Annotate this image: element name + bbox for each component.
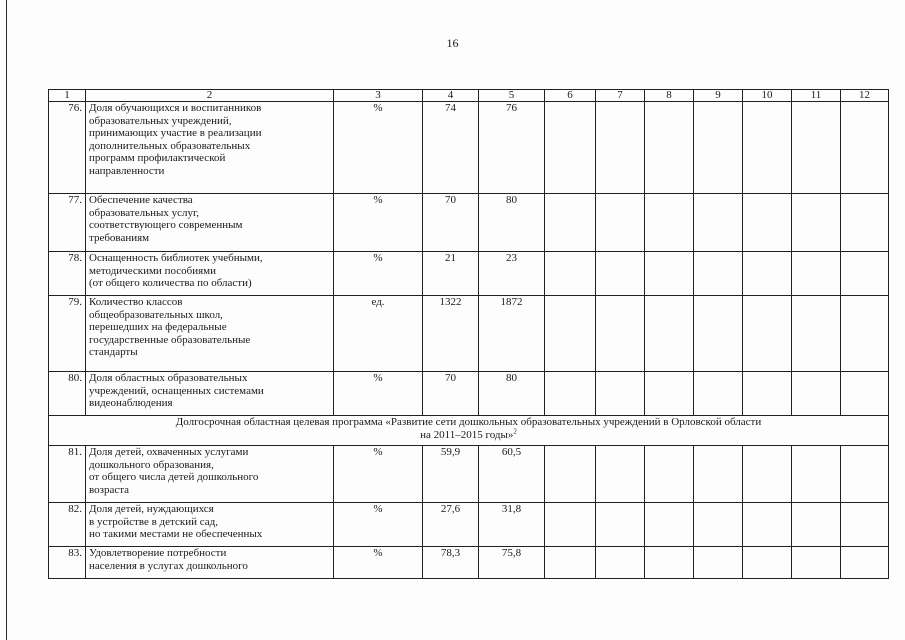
description-line: принимающих участие в реализации bbox=[89, 127, 262, 140]
description-line: образовательных услуг, bbox=[89, 206, 200, 219]
indicator-description bbox=[86, 194, 334, 252]
empty-cell bbox=[792, 372, 841, 416]
description-line: дополнительных образовательных bbox=[89, 139, 251, 152]
empty-cell bbox=[743, 446, 792, 503]
table-row bbox=[49, 446, 889, 503]
empty-cell bbox=[792, 194, 841, 252]
empty-cell bbox=[743, 503, 792, 547]
value-col4: 59,9 bbox=[423, 446, 479, 503]
empty-cell bbox=[545, 547, 596, 579]
empty-cell bbox=[841, 503, 889, 547]
empty-cell bbox=[841, 194, 889, 252]
unit-cell: % bbox=[334, 252, 423, 296]
column-header: 10 bbox=[743, 90, 792, 102]
column-header: 8 bbox=[645, 90, 694, 102]
footnote-marker: 2 bbox=[513, 426, 517, 435]
table-row bbox=[49, 102, 889, 194]
empty-cell bbox=[545, 296, 596, 372]
empty-cell bbox=[743, 296, 792, 372]
column-header: 4 bbox=[423, 90, 479, 102]
empty-cell bbox=[694, 547, 743, 579]
empty-cell bbox=[841, 372, 889, 416]
empty-cell bbox=[743, 372, 792, 416]
empty-cell bbox=[792, 102, 841, 194]
table-body bbox=[49, 90, 889, 579]
value-col5: 80 bbox=[479, 372, 545, 416]
unit-cell: % bbox=[334, 194, 423, 252]
empty-cell bbox=[596, 547, 645, 579]
unit-cell: % bbox=[334, 547, 423, 579]
empty-cell bbox=[694, 296, 743, 372]
row-number: 81. bbox=[49, 446, 86, 503]
unit-cell: ед. bbox=[334, 296, 423, 372]
indicator-description bbox=[86, 252, 334, 296]
description-line: дошкольного образования, bbox=[89, 458, 214, 471]
row-number: 78. bbox=[49, 252, 86, 296]
empty-cell bbox=[841, 296, 889, 372]
empty-cell bbox=[596, 194, 645, 252]
section-title-line1: Долгосрочная областная целевая программа «Развитие сети дошкольных образовательных учреждений в Орловской области bbox=[175, 416, 762, 428]
indicators-table bbox=[48, 89, 889, 579]
empty-cell bbox=[545, 194, 596, 252]
row-number: 79. bbox=[49, 296, 86, 372]
empty-cell bbox=[645, 102, 694, 194]
empty-cell bbox=[841, 252, 889, 296]
column-header: 12 bbox=[841, 90, 889, 102]
empty-cell bbox=[545, 102, 596, 194]
description-line: Доля детей, нуждающихся bbox=[89, 503, 214, 515]
section-title-line2-text: на 2011–2015 годы» bbox=[420, 428, 514, 441]
table-row bbox=[49, 296, 889, 372]
description-line: (от общего количества по области) bbox=[89, 277, 252, 290]
unit-cell: % bbox=[334, 446, 423, 503]
column-header: 3 bbox=[334, 90, 423, 102]
description-line: Доля областных образовательных bbox=[89, 372, 248, 384]
table-row bbox=[49, 252, 889, 296]
description-line: учреждений, оснащенных системами bbox=[89, 384, 264, 397]
empty-cell bbox=[545, 372, 596, 416]
unit-cell: % bbox=[334, 372, 423, 416]
empty-cell bbox=[645, 372, 694, 416]
description-line: Количество классов bbox=[89, 296, 183, 308]
empty-cell bbox=[743, 252, 792, 296]
empty-cell bbox=[545, 503, 596, 547]
empty-cell bbox=[596, 503, 645, 547]
description-line: перешедших на федеральные bbox=[89, 321, 227, 334]
unit-cell: % bbox=[334, 503, 423, 547]
indicator-description bbox=[86, 503, 334, 547]
empty-cell bbox=[694, 102, 743, 194]
empty-cell bbox=[841, 446, 889, 503]
value-col4: 70 bbox=[423, 194, 479, 252]
empty-cell bbox=[645, 296, 694, 372]
empty-cell bbox=[792, 446, 841, 503]
table-row bbox=[49, 547, 889, 579]
unit-cell: % bbox=[334, 102, 423, 194]
value-col4: 74 bbox=[423, 102, 479, 194]
indicator-description bbox=[86, 102, 334, 194]
column-header: 1 bbox=[49, 90, 86, 102]
table-row bbox=[49, 194, 889, 252]
empty-cell bbox=[694, 503, 743, 547]
page-number: 16 bbox=[446, 36, 459, 50]
indicator-description bbox=[86, 296, 334, 372]
empty-cell bbox=[645, 503, 694, 547]
empty-cell bbox=[743, 547, 792, 579]
program-section-title bbox=[49, 416, 889, 446]
value-col5: 1872 bbox=[479, 296, 545, 372]
column-header: 5 bbox=[479, 90, 545, 102]
description-line: Доля детей, охваченных услугами bbox=[89, 446, 249, 458]
row-number: 83. bbox=[49, 547, 86, 579]
indicator-description bbox=[86, 446, 334, 503]
description-line: требованиям bbox=[89, 231, 150, 244]
empty-cell bbox=[596, 102, 645, 194]
empty-cell bbox=[596, 252, 645, 296]
empty-cell bbox=[743, 194, 792, 252]
indicator-description bbox=[86, 372, 334, 416]
row-number: 82. bbox=[49, 503, 86, 547]
empty-cell bbox=[743, 102, 792, 194]
section-title-line2 bbox=[52, 426, 885, 442]
empty-cell bbox=[792, 252, 841, 296]
empty-cell bbox=[645, 194, 694, 252]
program-section-row bbox=[49, 416, 889, 446]
empty-cell bbox=[645, 547, 694, 579]
description-line: общеобразовательных школ, bbox=[89, 308, 223, 321]
empty-cell bbox=[841, 102, 889, 194]
value-col5: 31,8 bbox=[479, 503, 545, 547]
value-col4: 70 bbox=[423, 372, 479, 416]
empty-cell bbox=[792, 547, 841, 579]
value-col4: 21 bbox=[423, 252, 479, 296]
description-line: образовательных учреждений, bbox=[89, 114, 232, 127]
empty-cell bbox=[694, 372, 743, 416]
table-row bbox=[49, 372, 889, 416]
description-line: Оснащенность библиотек учебными, bbox=[89, 252, 263, 264]
description-line: возраста bbox=[89, 483, 130, 496]
empty-cell bbox=[645, 446, 694, 503]
value-col5: 75,8 bbox=[479, 547, 545, 579]
description-line: населения в услугах дошкольного bbox=[89, 559, 248, 572]
description-line: Удовлетворение потребности bbox=[89, 547, 227, 559]
description-line: программ профилактической bbox=[89, 152, 226, 165]
description-line: Доля обучающихся и воспитанников bbox=[89, 102, 262, 114]
description-line: в устройстве в детский сад, bbox=[89, 515, 218, 528]
empty-cell bbox=[694, 194, 743, 252]
column-header: 7 bbox=[596, 90, 645, 102]
description-line: соответствующего современным bbox=[89, 219, 243, 232]
row-number: 80. bbox=[49, 372, 86, 416]
description-line: Обеспечение качества bbox=[89, 194, 193, 206]
description-line: стандарты bbox=[89, 346, 138, 359]
table-row bbox=[49, 503, 889, 547]
column-header: 11 bbox=[792, 90, 841, 102]
description-line: направленности bbox=[89, 164, 165, 177]
column-header: 2 bbox=[86, 90, 334, 102]
row-number: 77. bbox=[49, 194, 86, 252]
value-col4: 78,3 bbox=[423, 547, 479, 579]
empty-cell bbox=[841, 547, 889, 579]
empty-cell bbox=[792, 503, 841, 547]
value-col4: 1322 bbox=[423, 296, 479, 372]
description-line: государственные образовательные bbox=[89, 333, 251, 346]
description-line: методическими пособиями bbox=[89, 264, 217, 277]
empty-cell bbox=[545, 446, 596, 503]
value-col5: 23 bbox=[479, 252, 545, 296]
description-line: от общего числа детей дошкольного bbox=[89, 471, 259, 484]
empty-cell bbox=[694, 252, 743, 296]
description-line: видеонаблюдения bbox=[89, 397, 173, 410]
row-number: 76. bbox=[49, 102, 86, 194]
empty-cell bbox=[596, 446, 645, 503]
value-col4: 27,6 bbox=[423, 503, 479, 547]
column-header: 9 bbox=[694, 90, 743, 102]
indicator-description bbox=[86, 547, 334, 579]
empty-cell bbox=[596, 296, 645, 372]
value-col5: 76 bbox=[479, 102, 545, 194]
empty-cell bbox=[645, 252, 694, 296]
value-col5: 80 bbox=[479, 194, 545, 252]
empty-cell bbox=[596, 372, 645, 416]
table-header-row bbox=[49, 90, 889, 102]
left-margin-rule bbox=[6, 0, 7, 640]
empty-cell bbox=[694, 446, 743, 503]
empty-cell bbox=[792, 296, 841, 372]
value-col5: 60,5 bbox=[479, 446, 545, 503]
description-line: но такими местами не обеспеченных bbox=[89, 528, 263, 541]
empty-cell bbox=[545, 252, 596, 296]
column-header: 6 bbox=[545, 90, 596, 102]
